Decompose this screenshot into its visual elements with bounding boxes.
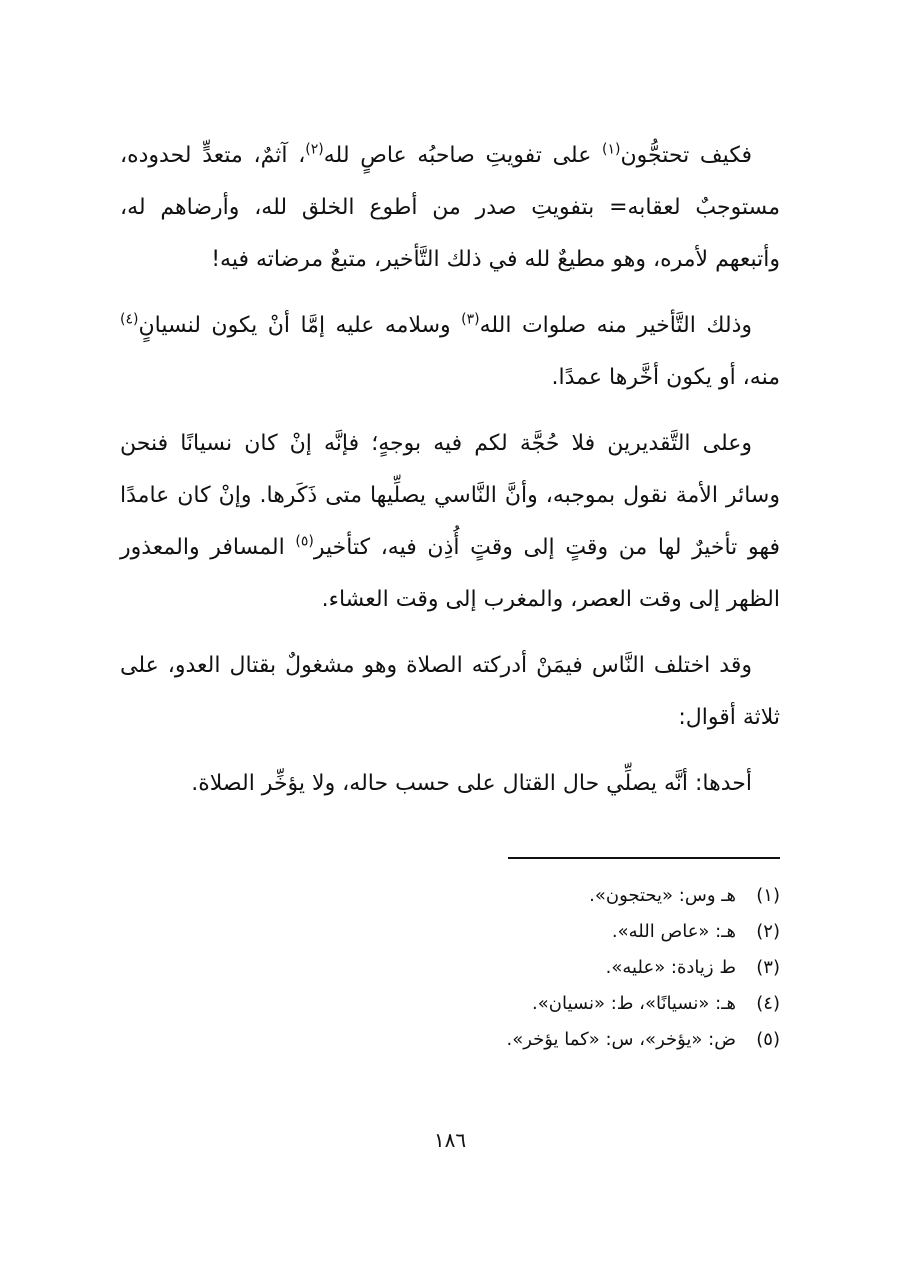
footnote-text: ط زيادة: «عليه». <box>605 957 736 978</box>
footnote-number: (٢) <box>756 921 780 942</box>
main-text <box>120 130 780 810</box>
footnotes-list <box>120 878 780 1058</box>
paragraph-3 <box>120 418 780 626</box>
paragraph-text: وقد اختلف النَّاس فيمَنْ أدركته الصلاة وهو مشغولٌ بقتال العدو، على ثلاثة أقوال: <box>120 653 780 730</box>
footnote-reference[interactable]: (٣) <box>461 311 480 328</box>
footnote-number: (٣) <box>756 957 780 978</box>
footnote-text: هـ: «عاص الله». <box>611 921 736 942</box>
footnote-reference[interactable]: (٢) <box>305 141 324 158</box>
paragraph-text: وسلامه عليه إمَّا أنْ يكون لنسيانٍ <box>138 313 462 338</box>
paragraph-text: وذلك التَّأخير منه صلوات الله <box>479 313 752 338</box>
paragraph-2 <box>120 300 780 404</box>
footnote-reference[interactable]: (٤) <box>120 311 139 328</box>
footnote-number: (١) <box>756 885 780 906</box>
paragraph-5 <box>120 758 780 810</box>
paragraph-text: وعلى التَّقديرين فلا حُجَّة لكم فيه بوجهٍ؛ فإنَّه إنْ كان نسيانًا فنحن وسائر الأمة نقول بموجبه، وأنَّ النَّاسي يصلِّيها متى ذَكَرها. وإنْ كان عامدًا فهو تأخيرٌ لها من وقتٍ إلى وقتٍ أُذِن فيه، كتأخير <box>120 431 780 560</box>
footnote-reference[interactable]: (٥) <box>295 533 314 550</box>
footnote-4 <box>120 986 780 1022</box>
footnote-2 <box>120 914 780 950</box>
paragraph-text: المسافر والمعذور الظهر إلى وقت العصر، والمغرب إلى وقت العشاء. <box>120 535 780 612</box>
footnote-divider <box>508 857 780 859</box>
paragraph-text: على تفويتِ صاحبُه عاصٍ لله <box>323 143 603 168</box>
footnote-text: هـ وس: «يحتجون». <box>589 885 736 906</box>
footnote-text: هـ: «نسيانًا»، ط: «نسيان». <box>532 993 736 1014</box>
paragraph-1 <box>120 130 780 286</box>
footnote-reference[interactable]: (١) <box>602 141 621 158</box>
footnote-1 <box>120 878 780 914</box>
footnote-text: ض: «يؤخر»، س: «كما يؤخر». <box>506 1029 736 1050</box>
paragraph-text: ، آثمٌ، متعدٍّ لحدوده، مستوجبٌ لعقابه= بتفويتِ صدر من أطوع الخلق لله، وأرضاهم له، وأتبعهم لأمره، وهو مطيعٌ لله في ذلك التَّأخير، متبعٌ مرضاته فيه! <box>120 143 780 272</box>
paragraph-text: منه، أو يكون أخَّرها عمدًا. <box>551 365 780 390</box>
page-number: ١٨٦ <box>433 1128 467 1152</box>
footnote-number: (٤) <box>756 993 780 1014</box>
paragraph-text: أحدها: أنَّه يصلِّي حال القتال على حسب حاله، ولا يؤخِّر الصلاة. <box>191 771 752 796</box>
footnote-3 <box>120 950 780 986</box>
footnote-5 <box>120 1022 780 1058</box>
footnote-number: (٥) <box>756 1029 780 1050</box>
paragraph-text: فكيف تحتجُّون <box>620 143 752 168</box>
paragraph-4 <box>120 640 780 744</box>
